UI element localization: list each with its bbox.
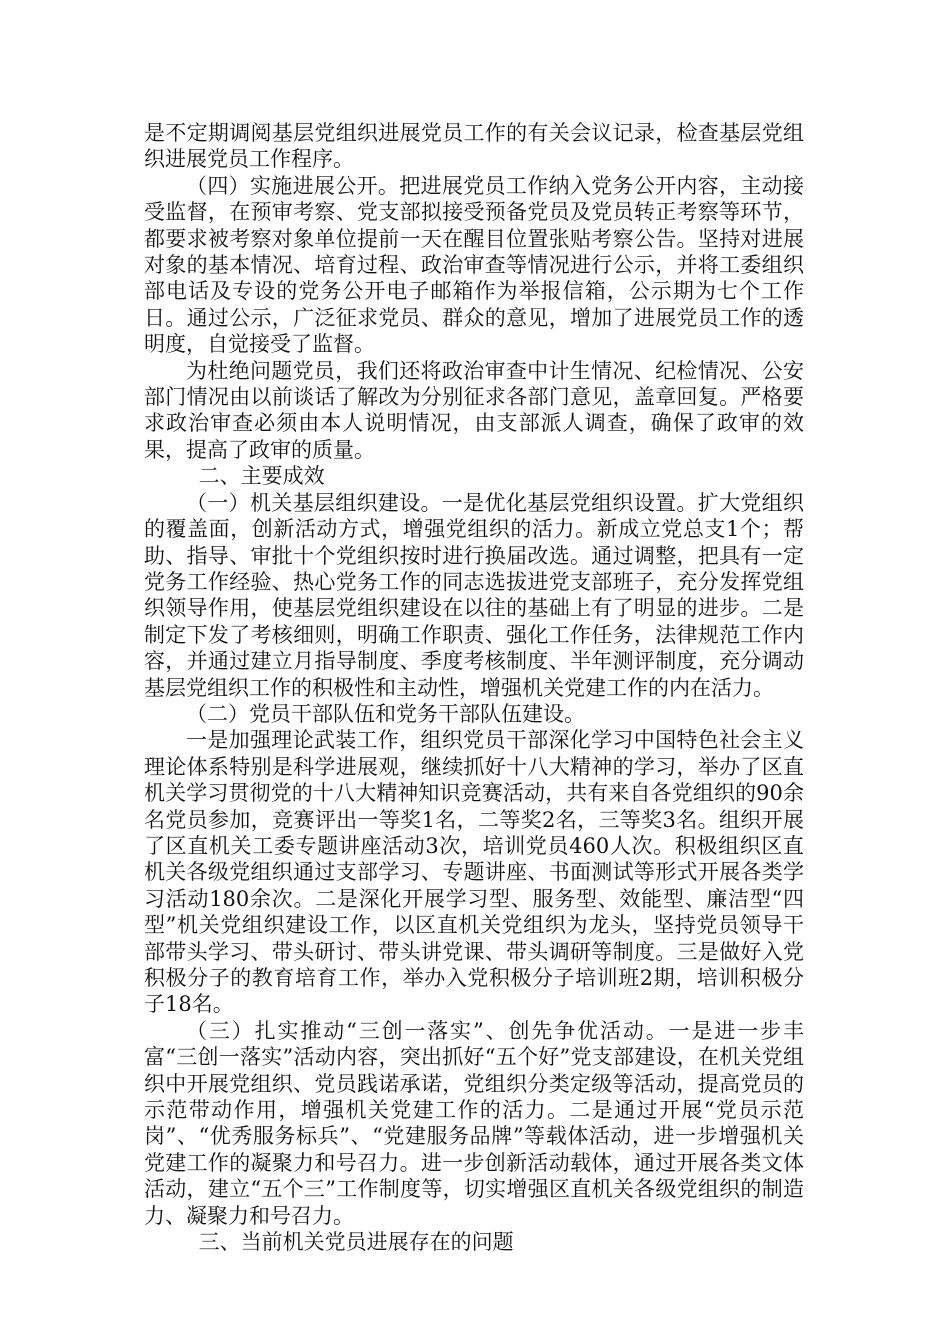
paragraph: 是不定期调阅基层党组织进展党员工作的有关会议记录，检查基层党组织进展党员工作程序。 <box>144 121 804 172</box>
subsection-heading: （二）党员干部队伍和党务干部队伍建设。 <box>186 701 585 726</box>
section-heading: 三、当前机关党员进展存在的问题 <box>198 1230 514 1255</box>
paragraph: 一是加强理论武装工作，组织党员干部深化学习中国特色社会主义理论体系特别是科学进展观，继续抓好十八大精神的学习，举办了区直机关学习贯彻党的十八大精神知识竞赛活动，共有来自各党组织的90余名党员参加，竞赛评出一等奖1名，二等奖2名，三等奖3名。组织开展了区直机关工委专题讲座活动3次，培训党员460人次。积极组织区直机关各级党组织通过支部学习、专题讲座、书面测试等形式开展各类学习活动180余次。二是深化开展学习型、服务型、效能型、廉洁型“四型”机关党组织建设工作，以区直机关党组织为龙头，坚持党员领导干部带头学习、带头研讨、带头讲党课、带头调研等制度。三是做好入党积极分子的教育培育工作，举办入党积极分子培训班2期，培训积极分子18名。 <box>144 728 804 1017</box>
section-heading: 二、主要成效 <box>198 464 325 489</box>
paragraph: （四）实施进展公开。把进展党员工作纳入党务公开内容，主动接受监督，在预审考察、党支部拟接受预备党员及党员转正考察等环节，都要求被考察对象单位提前一天在醒目位置张贴考察公告。坚持对进展对象的基本情况、培育过程、政治审查等情况进行公示，并将工委组织部电话及专设的党务公开电子邮箱作为举报信箱，公示期为七个工作日。通过公示，广泛征求党员、群众的意见，增加了进展党员工作的透明度，自觉接受了监督。 <box>144 173 804 357</box>
paragraph: （三）扎实推动“三创一落实”、创先争优活动。一是进一步丰富“三创一落实”活动内容，突出抓好“五个好”党支部建设，在机关党组织中开展党组织、党员践诺承诺，党组织分类定级等活动，提高党员的示范带动作用，增强机关党建工作的活力。二是通过开展“党员示范岗”、“优秀服务标兵”、“党建服务品牌”等载体活动，进一步增强机关党建工作的凝聚力和号召力。进一步创新活动载体，通过开展各类文体活动，建立“五个三”工作制度等，切实增强区直机关各级党组织的制造力、凝聚力和号召力。 <box>144 1018 804 1228</box>
paragraph: 为杜绝问题党员，我们还将政治审查中计生情况、纪检情况、公安部门情况由以前谈话了解改为分别征求各部门意见，盖章回复。严格要求政治审查必须由本人说明情况，由支部派人调查，确保了政审的效果，提高了政审的质量。 <box>144 358 804 462</box>
document-body <box>144 120 804 1255</box>
paragraph: （一）机关基层组织建设。一是优化基层党组织设置。扩大党组织的覆盖面，创新活动方式，增强党组织的活力。新成立党总支1个；帮助、指导、审批十个党组织按时进行换届改选。通过调整，把具有一定党务工作经验、热心党务工作的同志选拔进党支部班子，充分发挥党组织领导作用，使基层党组织建设在以往的基础上有了明显的进步。二是制定下发了考核细则，明确工作职责、强化工作任务，法律规范工作内容，并通过建立月指导制度、季度考核制度、半年测评制度，充分调动基层党组织工作的积极性和主动性，增强机关党建工作的内在活力。 <box>144 490 804 700</box>
